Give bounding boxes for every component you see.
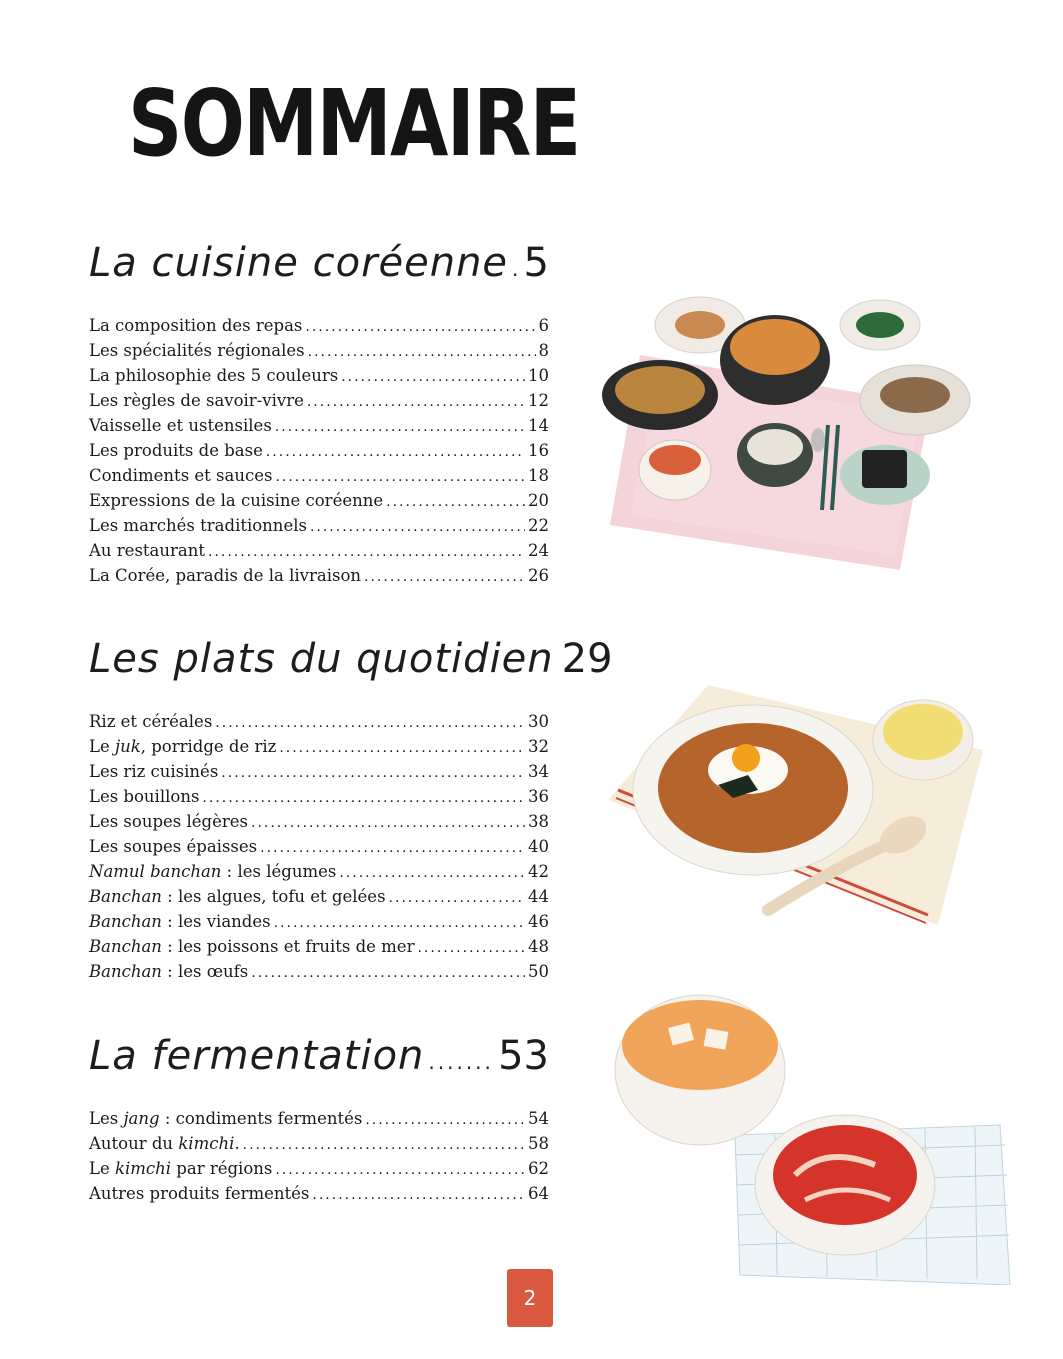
toc-entry	[89, 1159, 549, 1184]
section-page: 53	[498, 1033, 549, 1079]
toc-entry-label	[89, 316, 302, 335]
toc-entry-italic: Namul banchan	[89, 862, 222, 881]
toc-entry-italic: kimchi	[114, 1159, 172, 1178]
toc-entry-label	[89, 937, 414, 956]
leader-dots	[266, 444, 525, 460]
toc-entry	[89, 541, 549, 566]
leader-dots	[260, 840, 525, 856]
leader-dots	[215, 715, 525, 731]
toc-entry	[89, 441, 549, 466]
toc-entry-text: : les légumes	[221, 862, 337, 881]
soup-kimchi-illustration	[605, 985, 1015, 1285]
toc-entry-page: 30	[528, 712, 549, 731]
toc-entry-label	[89, 391, 304, 410]
toc-entry	[89, 812, 549, 837]
section-page: 5	[523, 240, 549, 286]
toc-entry-label	[89, 787, 199, 806]
toc-entry-page: 42	[528, 862, 549, 881]
toc-entry-page: 50	[528, 962, 549, 981]
toc-section-fermentation	[89, 1033, 549, 1209]
toc-entry-page: 32	[528, 737, 549, 756]
leader-dots	[279, 740, 525, 756]
toc-entry	[89, 366, 549, 391]
toc-entry-label	[89, 416, 272, 435]
leader-dots	[275, 469, 525, 485]
toc-entry-page: 26	[528, 566, 549, 585]
meal-tray-illustration	[600, 285, 980, 575]
leader-dots	[307, 394, 525, 410]
leader-dots	[308, 344, 536, 360]
toc-entry-italic: Banchan	[89, 937, 162, 956]
toc-entry-page: 58	[528, 1134, 549, 1153]
toc-entry-label	[89, 366, 338, 385]
toc-entry-text: par régions	[171, 1159, 273, 1178]
section-title: La fermentation	[89, 1033, 425, 1079]
toc-entry-page: 12	[528, 391, 549, 410]
toc-entry-label	[89, 1109, 362, 1128]
toc-entry-text: Vaisselle et ustensiles	[89, 416, 272, 435]
toc-entry	[89, 1134, 549, 1159]
toc-entry-label	[89, 466, 272, 485]
toc-entry-text: Autour du	[89, 1134, 179, 1153]
toc-section-cuisine	[89, 240, 549, 591]
toc-entry	[89, 416, 549, 441]
toc-entry-label	[89, 1184, 309, 1203]
toc-entry-page: 46	[528, 912, 549, 931]
toc-entry-text: : les poissons et fruits de mer	[161, 937, 415, 956]
toc-entry-text: Expressions de la cuisine coréenne	[89, 491, 384, 510]
toc-entry	[89, 566, 549, 591]
section-heading	[89, 636, 613, 692]
toc-entry-page: 14	[528, 416, 549, 435]
toc-entry-text: Les spécialités régionales	[89, 341, 305, 360]
toc-entry-text: Les soupes légères	[89, 812, 248, 831]
toc-entry-page: 62	[528, 1159, 549, 1178]
toc-entry	[89, 837, 549, 862]
leader-dots	[339, 865, 525, 881]
leader-dots	[386, 494, 525, 510]
toc-entry-label	[89, 737, 276, 756]
toc-entry-text: : condiments fermentés	[159, 1109, 363, 1128]
page-number: 2	[507, 1269, 553, 1327]
toc-entry-page: 6	[538, 316, 549, 335]
toc-entry-label	[89, 837, 257, 856]
toc-entry-text: Au restaurant	[89, 541, 205, 560]
toc-entry-page: 22	[528, 516, 549, 535]
toc-entry-text: Autres produits fermentés	[89, 1184, 310, 1203]
toc-entry-page: 64	[528, 1184, 549, 1203]
leader-dots	[428, 1050, 494, 1074]
toc-entry	[89, 937, 549, 962]
leader-dots	[310, 519, 525, 535]
toc-entry-label	[89, 1134, 240, 1153]
toc-entry-label	[89, 1159, 272, 1178]
toc-entry-page: 34	[528, 762, 549, 781]
leader-dots	[202, 790, 525, 806]
toc-entry	[89, 1109, 549, 1134]
toc-entry-page: 20	[528, 491, 549, 510]
toc-entry	[89, 737, 549, 762]
leader-dots	[365, 1112, 525, 1128]
toc-entry-page: 10	[528, 366, 549, 385]
toc-entry	[89, 912, 549, 937]
leader-dots	[275, 1162, 525, 1178]
leader-dots	[221, 765, 525, 781]
toc-entry-text: Le	[89, 737, 115, 756]
fried-rice-illustration	[598, 680, 998, 930]
toc-entry-text: Les riz cuisinés	[89, 762, 219, 781]
toc-entry-page: 8	[538, 341, 549, 360]
section-heading	[89, 240, 549, 296]
toc-entry-label	[89, 341, 305, 360]
toc-entry-text: Les règles de savoir-vivre	[89, 391, 304, 410]
toc-entry-text: La philosophie des 5 couleurs	[89, 366, 339, 385]
toc-entry	[89, 712, 549, 737]
toc-entry	[89, 887, 549, 912]
leader-dots	[251, 965, 525, 981]
toc-entry-italic: Banchan	[89, 962, 162, 981]
toc-entry	[89, 341, 549, 366]
toc-entry-text: Les bouillons	[89, 787, 200, 806]
toc-entry-text: Condiments et sauces	[89, 466, 273, 485]
toc-entry-page: 24	[528, 541, 549, 560]
leader-dots	[208, 544, 525, 560]
toc-entry-label	[89, 887, 386, 906]
toc-entry-label	[89, 862, 336, 881]
leader-dots	[251, 815, 525, 831]
toc-entry-text: Les	[89, 1109, 124, 1128]
toc-entry-label	[89, 516, 307, 535]
toc-entry-text: Riz et céréales	[89, 712, 213, 731]
toc-entry	[89, 1184, 549, 1209]
toc-entry-italic: Banchan	[89, 912, 162, 931]
section-heading	[89, 1033, 549, 1089]
leader-dots	[389, 890, 525, 906]
toc-entry	[89, 787, 549, 812]
toc-entry	[89, 962, 549, 987]
toc-entry-label	[89, 441, 263, 460]
leader-dots	[275, 419, 525, 435]
toc-entry	[89, 316, 549, 341]
toc-entry	[89, 516, 549, 541]
toc-entry	[89, 762, 549, 787]
toc-entry-label	[89, 566, 361, 585]
toc-entry	[89, 491, 549, 516]
toc-list	[89, 712, 549, 987]
leader-dots	[305, 319, 535, 335]
toc-entry-label	[89, 762, 218, 781]
toc-entry-text: Le	[89, 1159, 115, 1178]
toc-entry-text: .	[234, 1134, 240, 1153]
toc-entry-text: Les produits de base	[89, 441, 263, 460]
toc-entry-text: La Corée, paradis de la livraison	[89, 566, 362, 585]
toc-entry	[89, 466, 549, 491]
toc-entry-italic: jang	[123, 1109, 160, 1128]
leader-dots	[274, 915, 525, 931]
toc-entry-italic: Banchan	[89, 887, 162, 906]
toc-list	[89, 1109, 549, 1209]
toc-entry-label	[89, 541, 205, 560]
toc-entry-page: 18	[528, 466, 549, 485]
section-title: La cuisine coréenne	[89, 240, 509, 286]
toc-entry-italic: kimchi	[178, 1134, 235, 1153]
leader-dots	[341, 369, 525, 385]
leader-dots	[243, 1137, 525, 1153]
toc-entry-label	[89, 962, 248, 981]
toc-entry-page: 16	[528, 441, 549, 460]
toc-entry-text: , porridge de riz	[140, 737, 277, 756]
toc-entry-text: : les œufs	[161, 962, 249, 981]
toc-entry-text: : les viandes	[161, 912, 271, 931]
section-page: 29	[561, 636, 613, 682]
toc-entry-text: La composition des repas	[89, 316, 303, 335]
toc-entry-label	[89, 712, 212, 731]
toc-section-plats	[89, 636, 613, 987]
section-title: Les plats du quotidien	[89, 636, 554, 682]
toc-entry-label	[89, 912, 271, 931]
toc-entry-label	[89, 812, 248, 831]
leader-dots	[312, 1187, 525, 1203]
toc-entry-label	[89, 491, 383, 510]
toc-entry-italic: juk	[114, 737, 141, 756]
toc-entry-page: 38	[528, 812, 549, 831]
leader-dots	[512, 257, 520, 281]
toc-entry-page: 54	[528, 1109, 549, 1128]
toc-entry-text: : les algues, tofu et gelées	[161, 887, 386, 906]
toc-entry-page: 44	[528, 887, 549, 906]
toc-entry-page: 48	[528, 937, 549, 956]
toc-entry	[89, 391, 549, 416]
page-title: SOMMAIRE	[128, 70, 580, 177]
toc-entry-text: Les marchés traditionnels	[89, 516, 307, 535]
toc-list	[89, 316, 549, 591]
toc-entry	[89, 862, 549, 887]
toc-entry-page: 40	[528, 837, 549, 856]
toc-entry-text: Les soupes épaisses	[89, 837, 258, 856]
toc-entry-page: 36	[528, 787, 549, 806]
leader-dots	[364, 569, 525, 585]
leader-dots	[417, 940, 525, 956]
